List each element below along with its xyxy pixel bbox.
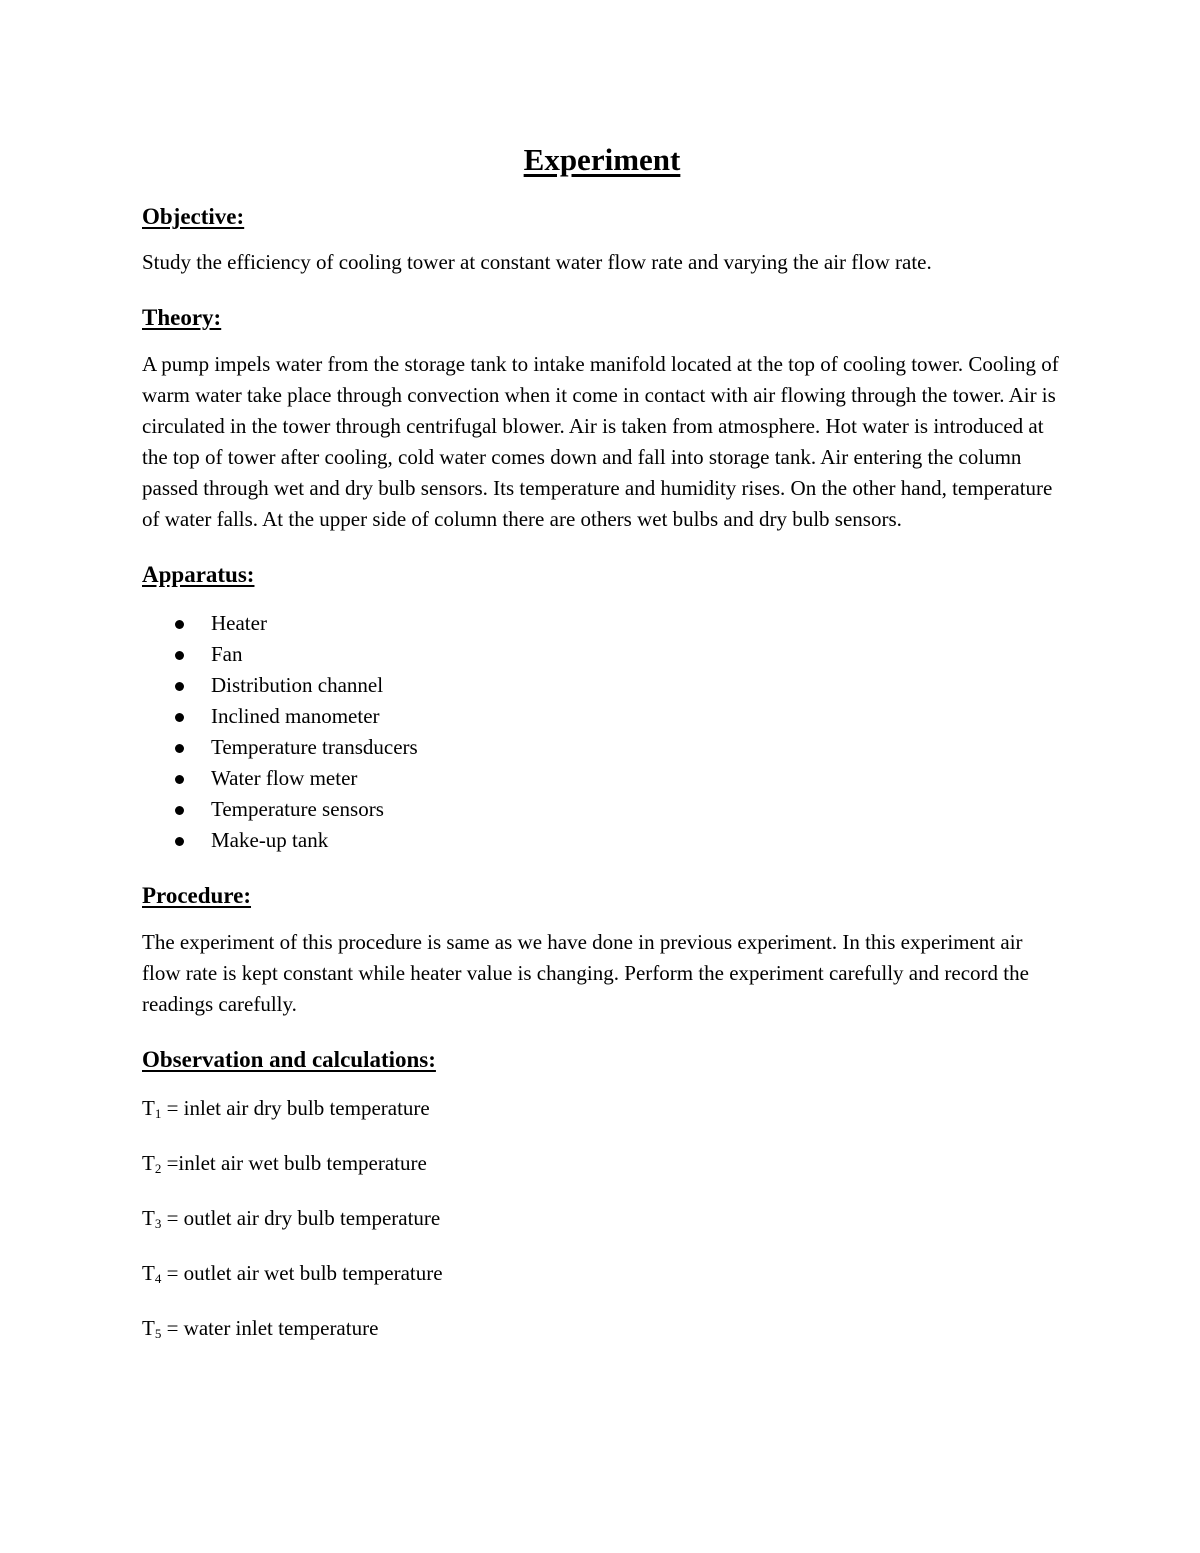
- variable-definition: [142, 1148, 1062, 1184]
- variable-definition: [142, 1313, 1062, 1349]
- procedure-section: [142, 881, 1062, 1020]
- apparatus-item-label: Distribution channel: [211, 673, 384, 697]
- variable-subscript: 1: [154, 1106, 162, 1121]
- apparatus-section: [142, 560, 1062, 856]
- variable-meaning: = water inlet temperature: [161, 1316, 379, 1340]
- observation-section: [142, 1045, 1062, 1349]
- bullet-icon: [175, 837, 184, 846]
- apparatus-item-label: Temperature sensors: [211, 797, 384, 821]
- bullet-icon: [175, 806, 184, 815]
- variable-subscript: 3: [154, 1216, 162, 1231]
- theory-text: A pump impels water from the storage tank to intake manifold located at the top of cooling tower. Cooling of warm water take place through convection when it come in contact with air flowing through the tower. Air is circulated in the tower through centrifugal blower. Air is taken from atmosphere. Hot water is introduced at the top of tower after cooling, cold water comes down and fall into storage tank. Air entering the column passed through wet and dry bulb sensors. Its temperature and humidity rises. On the other hand, temperature of water falls. At the upper side of column there are others wet bulbs and dry bulb sensors.: [142, 352, 1059, 531]
- bullet-icon: [175, 775, 184, 784]
- apparatus-list: [142, 608, 1062, 856]
- procedure-text: The experiment of this procedure is same as we have done in previous experiment. In this experiment air flow rate is kept constant while heater value is changing. Perform the experiment carefully and record the readings carefully.: [142, 930, 1029, 1016]
- apparatus-item-label: Inclined manometer: [211, 704, 380, 728]
- objective-heading: Objective:: [142, 204, 245, 229]
- list-item: [142, 639, 1062, 670]
- apparatus-item-label: Temperature transducers: [211, 735, 418, 759]
- list-item: [142, 763, 1062, 794]
- apparatus-item-label: Make-up tank: [211, 828, 329, 852]
- document-title: Experiment: [523, 142, 681, 177]
- variable-symbol: T: [142, 1261, 155, 1285]
- theory-heading: Theory:: [142, 305, 222, 330]
- apparatus-heading: Apparatus:: [142, 562, 255, 587]
- variable-meaning: =inlet air wet bulb temperature: [161, 1151, 427, 1175]
- list-item: [142, 732, 1062, 763]
- list-item: [142, 670, 1062, 701]
- variable-subscript: 2: [154, 1161, 162, 1176]
- bullet-icon: [175, 713, 184, 722]
- variable-symbol: T: [142, 1096, 155, 1120]
- bullet-icon: [175, 651, 184, 660]
- bullet-icon: [175, 744, 184, 753]
- objective-section: [142, 202, 1062, 278]
- variable-symbol: T: [142, 1316, 155, 1340]
- objective-text: Study the efficiency of cooling tower at constant water flow rate and varying the air flow rate.: [142, 250, 932, 274]
- bullet-icon: [175, 682, 184, 691]
- apparatus-item-label: Fan: [211, 642, 243, 666]
- variable-meaning: = outlet air dry bulb temperature: [161, 1206, 441, 1230]
- theory-section: [142, 303, 1062, 535]
- variable-meaning: = inlet air dry bulb temperature: [161, 1096, 430, 1120]
- list-item: [142, 825, 1062, 856]
- variable-definition: [142, 1203, 1062, 1239]
- observation-heading: Observation and calculations:: [142, 1047, 436, 1072]
- list-item: [142, 794, 1062, 825]
- document-page: [142, 140, 1062, 1349]
- bullet-icon: [175, 620, 184, 629]
- variable-subscript: 4: [154, 1271, 162, 1286]
- apparatus-item-label: Heater: [211, 611, 267, 635]
- list-item: [142, 701, 1062, 732]
- variable-subscript: 5: [154, 1326, 162, 1341]
- list-item: [142, 608, 1062, 639]
- variable-definition: [142, 1258, 1062, 1294]
- variable-meaning: = outlet air wet bulb temperature: [161, 1261, 443, 1285]
- apparatus-item-label: Water flow meter: [211, 766, 358, 790]
- procedure-heading: Procedure:: [142, 883, 252, 908]
- variable-definition: [142, 1093, 1062, 1129]
- variable-symbol: T: [142, 1151, 155, 1175]
- variable-symbol: T: [142, 1206, 155, 1230]
